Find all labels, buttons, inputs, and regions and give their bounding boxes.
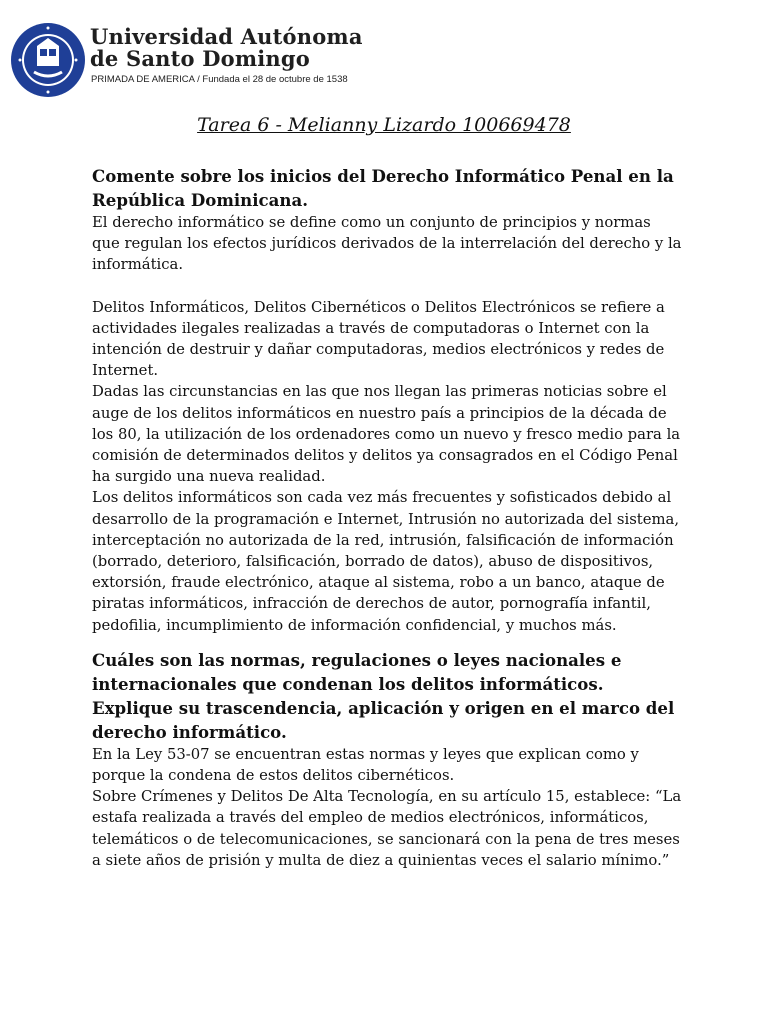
paragraph: En la Ley 53-07 se encuentran estas normas y leyes que explican como y porque la condena de estos delitos cibernéticos. [92, 745, 639, 785]
question-1: Comente sobre los inicios del Derecho Informático Penal en la República Dominicana. [92, 166, 674, 210]
university-seal-logo [10, 22, 86, 98]
university-name [90, 26, 363, 70]
document-body [92, 164, 682, 871]
university-name-line2: de Santo Domingo [90, 46, 310, 71]
university-subtitle: PRIMADA DE AMERICA / Fundada el 28 de octubre de 1538 [91, 74, 348, 85]
document-title: Tarea 6 - Melianny Lizardo 100669478 [197, 114, 571, 136]
paragraph: Dadas las circunstancias en las que nos llegan las primeras noticias sobre el auge de los delitos informáticos en nuestro país a principios de la década de los 80, la utilización de los ordenadores como un nuevo y fresco medio para la comisión de determinados delitos y delitos ya consagrados en el Código Penal ha surgido una nueva realidad. [92, 383, 681, 486]
paragraph: El derecho informático se define como un conjunto de principios y normas que regulan los efectos jurídicos derivados de la interrelación del derecho y la informática. [92, 214, 682, 274]
question-2: Cuáles son las normas, regulaciones o leyes nacionales e internacionales que condenan los delitos informáticos. Explique su trascendencia, aplicación y origen en el marco del derecho informático. [92, 649, 675, 742]
letterhead [10, 18, 750, 98]
paragraph: Sobre Crímenes y Delitos De Alta Tecnología, en su artículo 15, establece: “La estafa realizada a través del empleo de medios electrónicos, informáticos, telemáticos o de telecomunicaciones, se sancionará con la pena de tres meses a siete años de prisión y multa de diez a quinientas veces el salario mínimo.” [92, 788, 682, 869]
paragraph: Delitos Informáticos, Delitos Cibernéticos o Delitos Electrónicos se refiere a actividades ilegales realizadas a través de computadoras o Internet con la intención de destruir y dañar computadoras, medios electrónicos y redes de Internet. [92, 298, 665, 380]
paragraph: Los delitos informáticos son cada vez más frecuentes y sofisticados debido al desarrollo de la programación e Internet, Intrusión no autorizada del sistema, interceptación no autorizada de la red, intrusión, falsificación de información (borrado, deterioro, falsificación, borrado de datos), abuso de dispositivos, extorsión, fraude electrónico, ataque al sistema, robo a un banco, ataque de piratas informáticos, infracción de derechos de autor, pornografía infantil, pedofilia, incumplimiento de información confidencial, y muchos más. [92, 489, 680, 634]
university-name-line1: Universidad Autónoma [90, 24, 363, 49]
